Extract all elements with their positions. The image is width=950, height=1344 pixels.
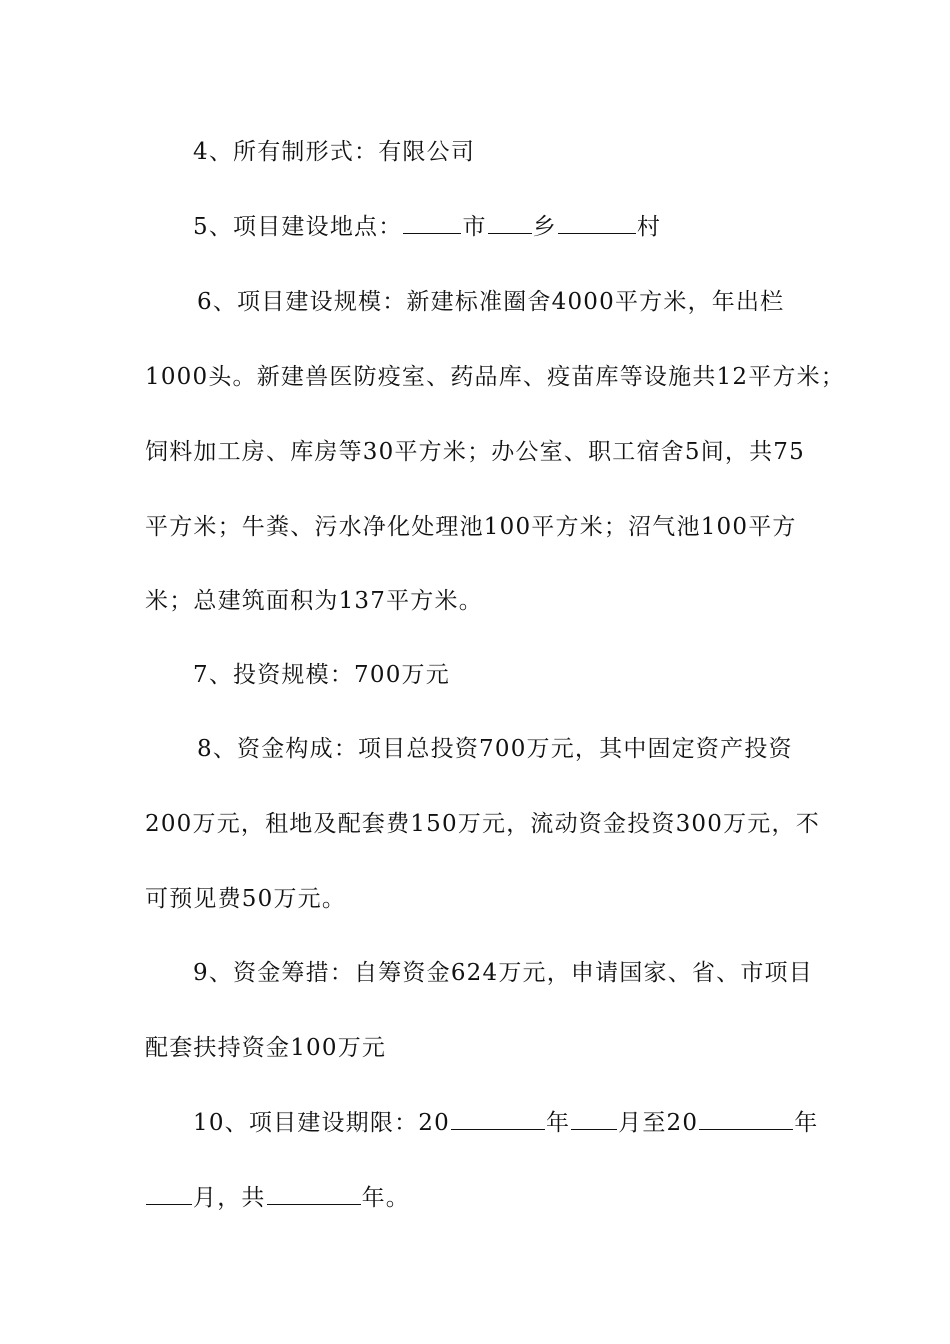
location-line: [193, 207, 873, 247]
capital-composition-line-3: 可预见费50万元。: [145, 886, 347, 912]
start-month-blank: [571, 1103, 617, 1130]
fund-raising-line-2: 配套扶持资金100万元: [145, 1035, 387, 1061]
end-year-text: 年: [794, 1110, 819, 1136]
start-year-text: 年: [545, 1110, 571, 1136]
location-label: 5、项目建设地点：: [193, 214, 403, 240]
period-label: 10、项目建设期限：20: [193, 1110, 450, 1136]
capital-composition-line-1: 8、资金构成：项目总投资700万元，其中固定资产投资: [197, 736, 793, 762]
total-years-blank: [267, 1178, 361, 1205]
city-blank: [403, 207, 461, 234]
period-line-1: [193, 1103, 873, 1143]
township-text: 乡: [532, 214, 557, 240]
scale-line-1: 6、项目建设规模：新建标准圈舍4000平方米，年出栏: [197, 289, 785, 315]
township-blank: [488, 207, 532, 234]
village-text: 村: [636, 214, 662, 240]
scale-line-2: 1000头。新建兽医防疫室、药品库、疫苗库等设施共12平方米；: [145, 364, 845, 390]
scale-line-4: 平方米；牛粪、污水净化处理池100平方米；沼气池100平方: [145, 514, 797, 540]
fund-raising-line-1: 9、资金筹措：自筹资金624万元，申请国家、省、市项目: [193, 960, 813, 986]
scale-line-3: 饲料加工房、库房等30平方米；办公室、职工宿舍5间，共75: [145, 439, 805, 465]
years-text: 年。: [361, 1185, 411, 1211]
start-year-blank: [451, 1103, 545, 1130]
city-text: 市: [462, 214, 487, 240]
end-month-blank: [146, 1178, 192, 1205]
village-blank: [558, 207, 636, 234]
period-line-2: [145, 1178, 825, 1218]
total-text: 月，共: [193, 1185, 266, 1211]
capital-composition-line-2: 200万元，租地及配套费150万元，流动资金投资300万元，不: [145, 811, 820, 837]
end-year-blank: [699, 1103, 793, 1130]
scale-line-5: 米；总建筑面积为137平方米。: [145, 588, 483, 614]
investment-scale-line: 7、投资规模：700万元: [193, 662, 450, 688]
ownership-line: 4、所有制形式：有限公司: [193, 139, 476, 165]
to-text: 月至20: [618, 1110, 699, 1136]
